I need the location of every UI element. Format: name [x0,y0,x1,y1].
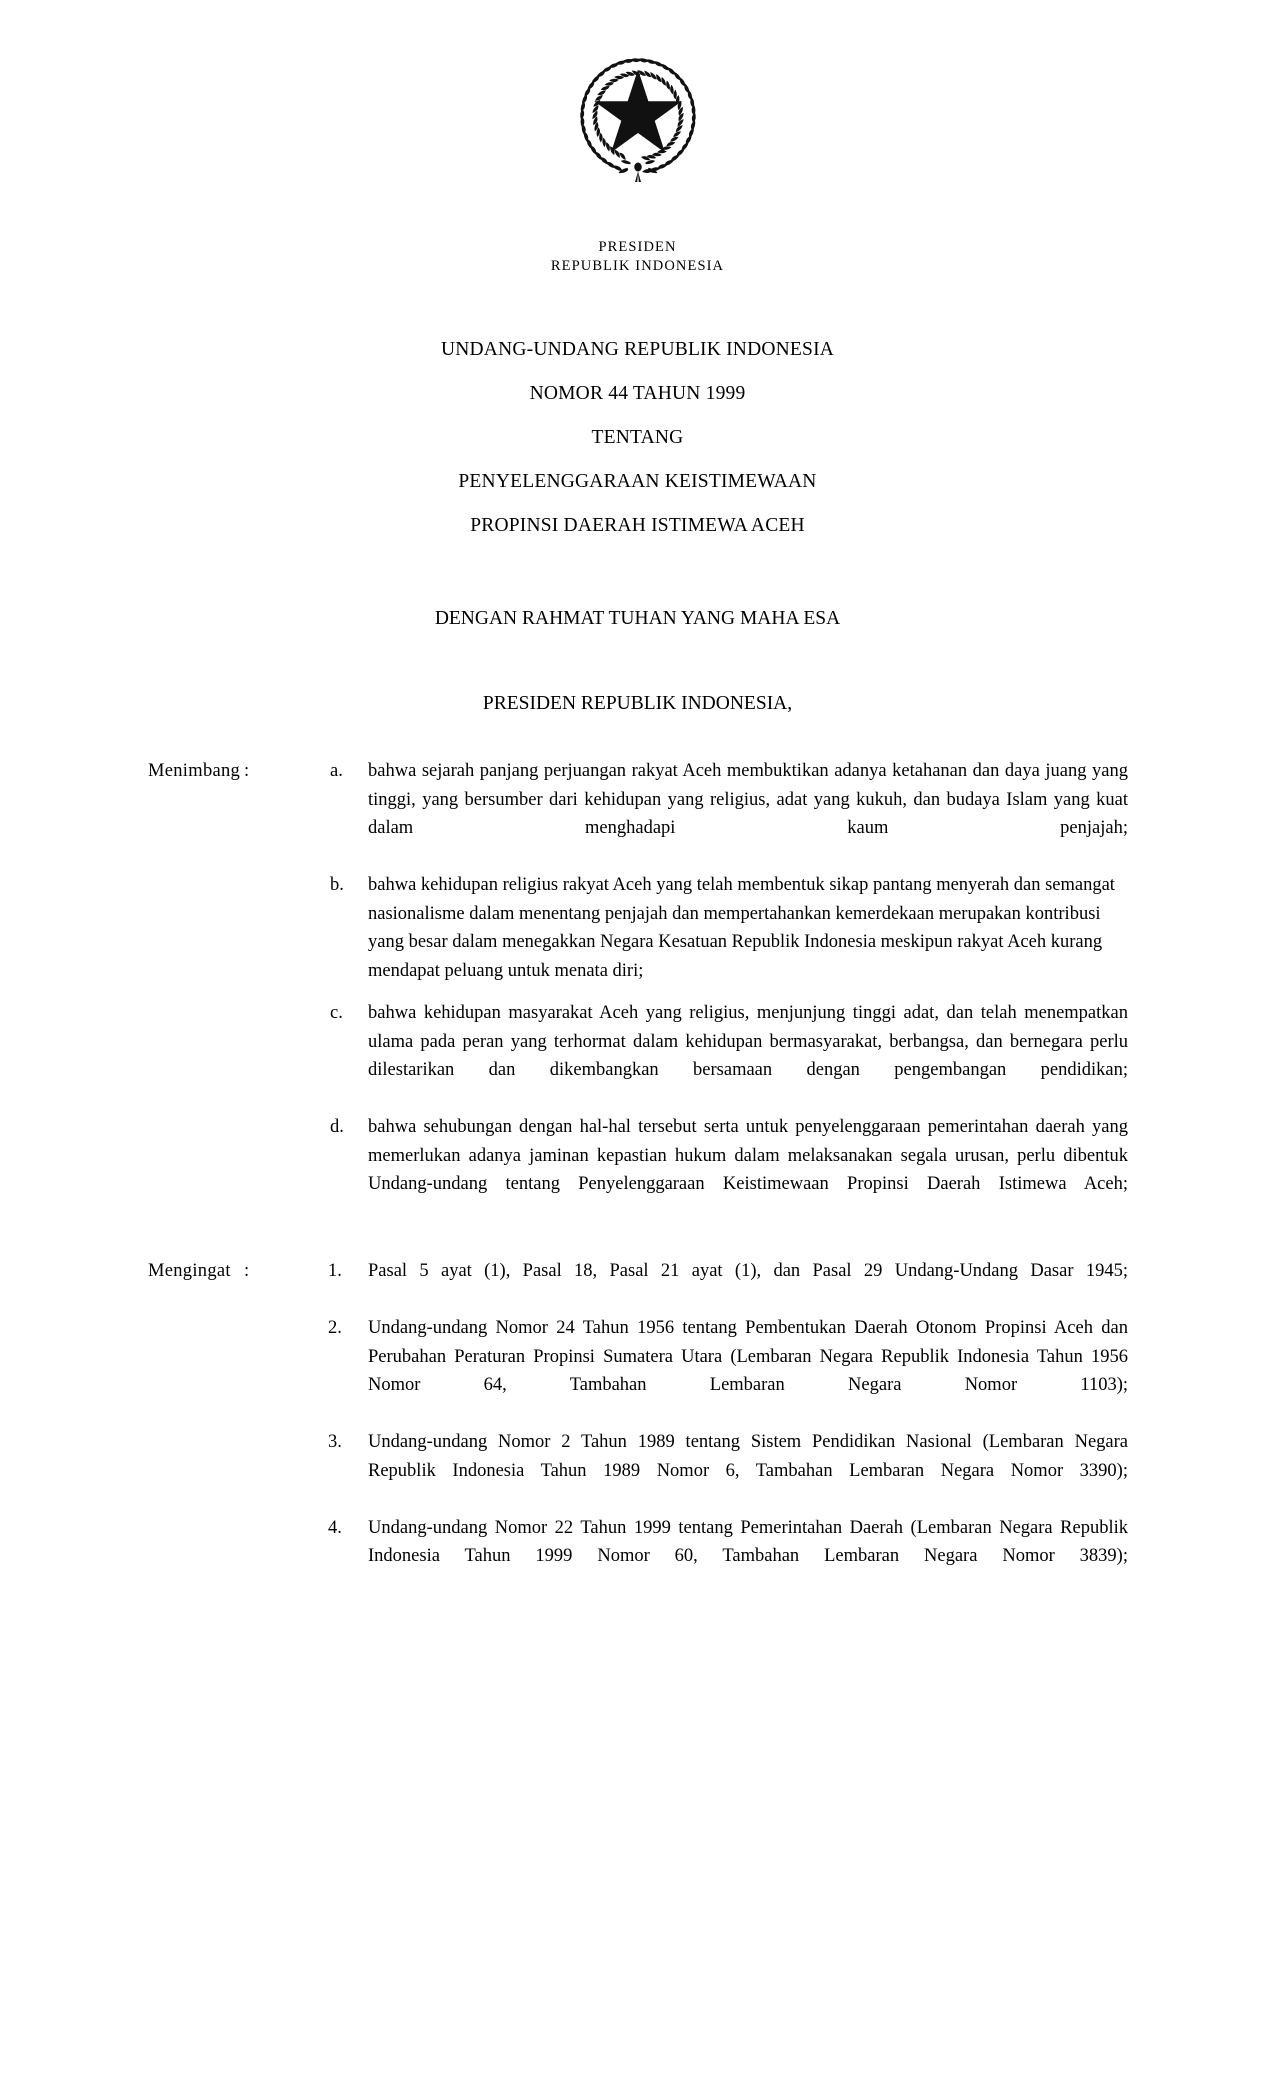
section-colon-mengingat: : [244,1261,250,1281]
header-line-republik-indonesia: REPUBLIK INDONESIA [550,258,725,274]
clause-item [322,871,1128,985]
section-mengingat [0,1257,1275,1599]
clauses-container [0,757,1275,1599]
clause-text: bahwa kehidupan masyarakat Aceh yang religius, menjunjung tinggi adat, dan telah menempatkan ulama pada peran yang terhormat dalam kehidupan bermasyarakat, berbangsa, dan bernegara perlu dilestarikan dan dikembangkan bersamaan dengan pengembangan pendidikan; [368,1003,1128,1080]
clause-marker: 4. [328,1517,342,1538]
section-label-menimbang: Menimbang [148,761,241,781]
garuda-star-wreath-emblem [563,38,713,188]
document-title-block [0,328,1275,548]
clause-marker: 2. [328,1318,342,1338]
clause-marker: d. [330,1117,344,1137]
title-line-number: NOMOR 44 TAHUN 1999 [529,383,746,404]
section-items-menimbang [322,757,1128,1227]
clause-item [322,999,1128,1113]
clause-text: Pasal 5 ayat (1), Pasal 18, Pasal 21 ayat (1), dan Pasal 29 Undang-Undang Dasar 1945; [368,1261,1128,1281]
header-line-presiden: PRESIDEN [598,239,677,255]
clause-item [322,1113,1128,1227]
section-items-mengingat [322,1257,1128,1599]
clause-text: bahwa sehubungan dengan hal-hal tersebut serta untuk penyelenggaraan pemerintahan daerah yang memerlukan adanya jaminan kepastian hukum dalam melaksanakan segala urusan, perlu dibentuk Undang-undang tentang Penyelenggaraan Keistimewaan Propinsi Daerah Istimewa Aceh; [368,1117,1128,1194]
clause-item [322,757,1128,871]
clause-marker: 3. [328,1432,342,1452]
clause-item [322,1314,1128,1428]
clause-text: Undang-undang Nomor 22 Tahun 1999 tentang Pemerintahan Daerah (Lembaran Negara Republik Indonesia Tahun 1999 Nomor 60, Tambahan Lembaran Negara Nomor 3839); [368,1517,1128,1566]
clause-item [322,1428,1128,1514]
clause-marker: c. [330,1003,343,1023]
title-line-law-type: UNDANG-UNDANG REPUBLIK INDONESIA [440,339,835,360]
clause-item [322,1514,1128,1600]
authority-line: PRESIDEN REPUBLIK INDONESIA, [482,693,793,714]
emblem-container [0,38,1275,193]
section-colon-menimbang: : [244,761,250,781]
star-shape [594,70,681,153]
section-menimbang [0,757,1275,1227]
invocation-line: DENGAN RAHMAT TUHAN YANG MAHA ESA [434,608,841,629]
section-label-mengingat: Mengingat [148,1261,231,1281]
clause-marker: 1. [328,1261,342,1281]
title-line-subject-2: PROPINSI DAERAH ISTIMEWA ACEH [470,515,805,536]
clause-marker: a. [330,761,343,781]
clause-item [322,1257,1128,1314]
clause-text: Undang-undang Nomor 2 Tahun 1989 tentang Sistem Pendidikan Nasional (Lembaran Negara Republik Indonesia Tahun 1989 Nomor 6, Tambahan Lembaran Negara Nomor 3390); [368,1432,1128,1481]
clause-marker: b. [330,875,344,895]
title-line-tentang: TENTANG [591,427,684,448]
title-line-subject-1: PENYELENGGARAAN KEISTIMEWAAN [458,471,817,492]
header-caption [0,238,1275,276]
clause-text: bahwa sejarah panjang perjuangan rakyat Aceh membuktikan adanya ketahanan dan daya juang yang tinggi, yang bersumber dari kehidupan yang religius, adat yang kukuh, dan budaya Islam yang kuat dalam menghadapi kaum penjajah; [368,761,1128,838]
clause-text: Undang-undang Nomor 24 Tahun 1956 tentang Pembentukan Daerah Otonom Propinsi Aceh dan Perubahan Peraturan Propinsi Sumatera Utara (Lembaran Negara Republik Indonesia Tahun 1956 Nomor 64, Tambahan Lembaran Negara Nomor 1103); [368,1318,1128,1395]
clause-text: bahwa kehidupan religius rakyat Aceh yang telah membentuk sikap pantang menyerah dan semangat nasionalisme dalam menentang penjajah dan mempertahankan kemerdekaan merupakan kontribusi yang besar dalam menegakkan Negara Kesatuan Republik Indonesia meskipun rakyat Aceh kurang mendapat peluang untuk menata diri; [368,875,1115,981]
